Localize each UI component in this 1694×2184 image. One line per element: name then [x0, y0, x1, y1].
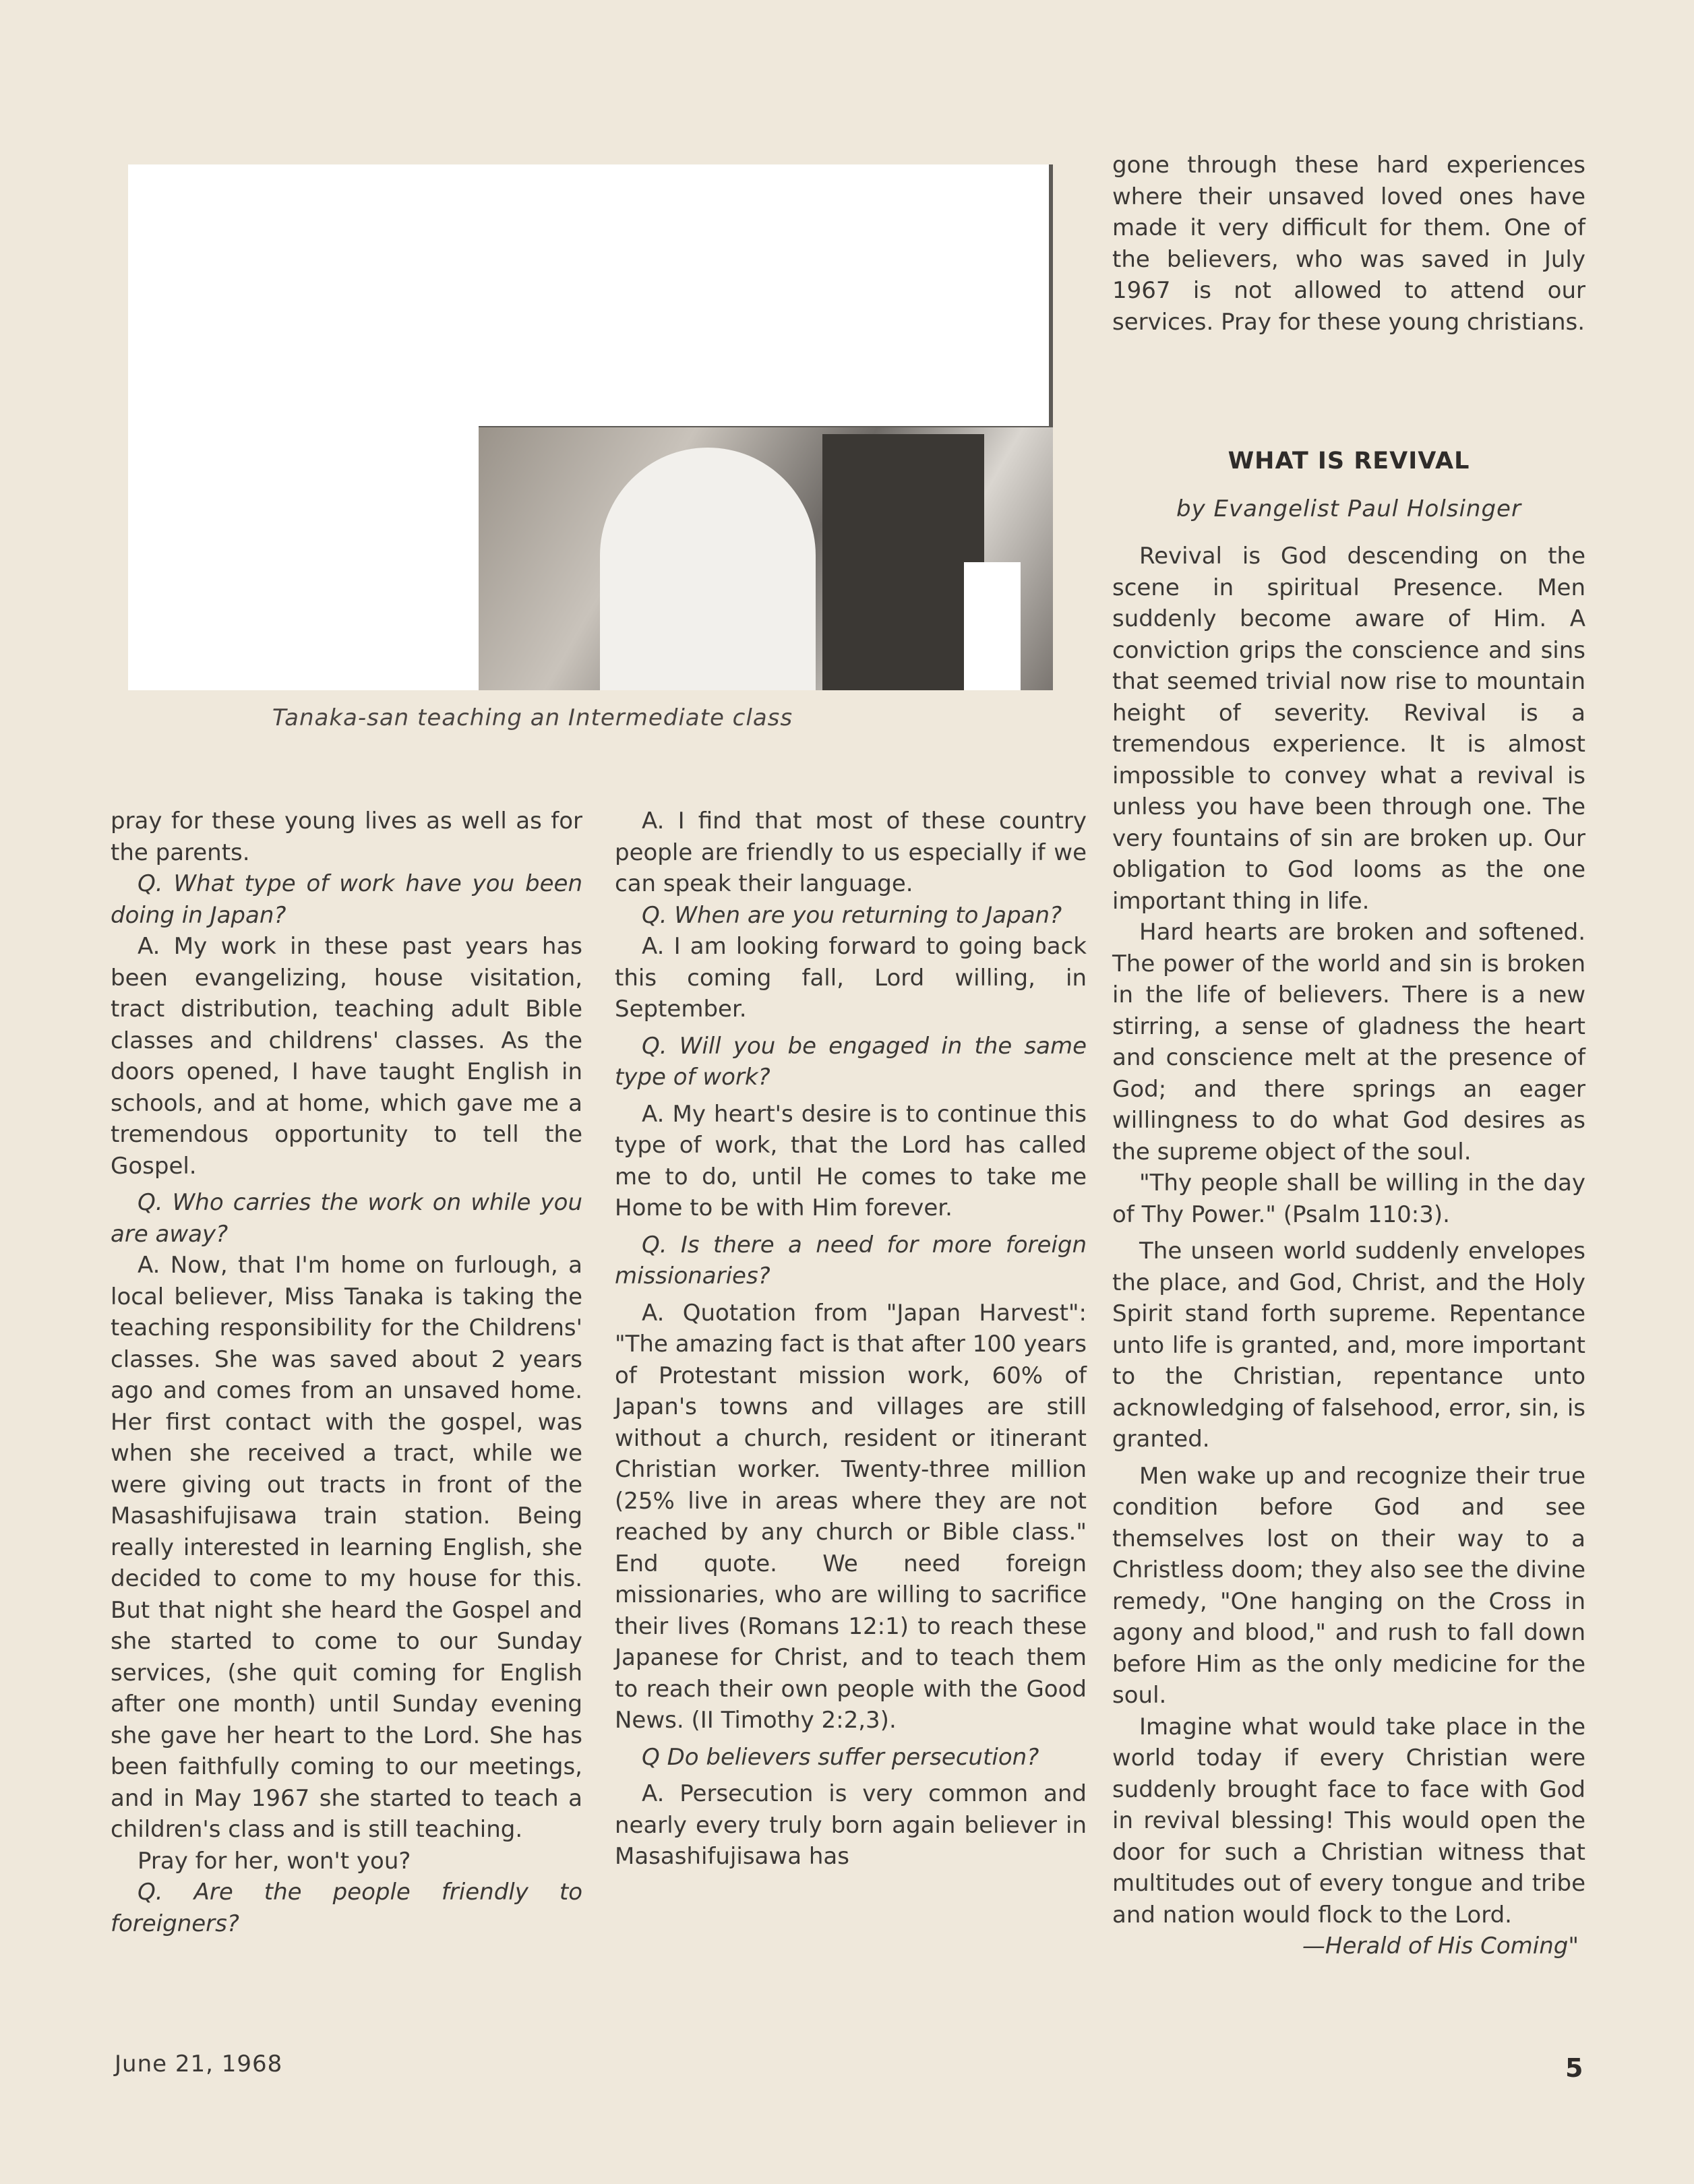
paragraph: Men wake up and recognize their true condition before God and see themselves lost on their way to a Christless doom; they also see the divine remedy, "One hanging on the Cross in agony and blood," and rush to fall down before Him as the only medicine for the soul.: [1112, 1462, 1585, 1709]
paragraph: "Thy people shall be willing in the day of Thy Power." (Psalm 110:3).: [1112, 1170, 1585, 1228]
photo: [128, 164, 1053, 690]
question: Q. What type of work have you been doing in Japan?: [111, 870, 582, 929]
answer: A. I am looking forward to going back this coming fall, Lord willing, in September.: [615, 933, 1087, 1023]
paragraph: Pray for her, won't you?: [138, 1847, 411, 1875]
question: Q. Is there a need for more foreign missionaries?: [615, 1231, 1087, 1290]
footer-date: June 21, 1968: [115, 2051, 283, 2077]
photo-redaction-top: [128, 164, 1049, 426]
paragraph: Revival is God descending on the scene in spiritual Presence. Men suddenly become aware of Him. A conviction grips the conscience and sins that seemed trivial now rise to mountain height of severity. Revival is a tremendous experience. It is almost impossible to convey what a revival is unless you have been through one. The very fountains of sin are broken up. Our obligation to God looms as the one important thing in life.: [1112, 543, 1585, 915]
article-byline: by Evangelist Paul Holsinger: [1176, 495, 1521, 522]
photo-caption: Tanaka-san teaching an Intermediate class: [272, 704, 793, 731]
photo-shadow: [822, 434, 984, 690]
photo-redaction-small: [964, 562, 1021, 690]
question: Q. When are you returning to Japan?: [642, 901, 1062, 929]
article-signature: —Herald of His Coming": [1302, 1933, 1579, 1960]
answer: A. My work in these past years has been evangelizing, house visitation, tract distribution, teaching adult Bible classes and childrens' classes. As the doors opened, I have taught English in schools, and at home, which gave me a tremendous opportunity to tell the Gospel.: [111, 933, 582, 1180]
question: Q Do believers suffer persecution?: [642, 1743, 1039, 1771]
page-number: 5: [1565, 2053, 1583, 2083]
interview-column-3: [1112, 150, 1585, 338]
photo-figure: [600, 448, 816, 690]
answer: A. Persecution is very common and nearly every truly born again believer in Masashifujisawa has: [615, 1780, 1087, 1870]
question: Q. Will you be engaged in the same type of work?: [615, 1032, 1087, 1091]
answer: A. Now, that I'm home on furlough, a local believer, Miss Tanaka is taking the teaching responsibility for the Childrens' classes. She was saved about 2 years ago and comes from an unsaved home. Her first contact with the gospel, was when she received a tract, while we were giving out tracts in front of the Masashifujisawa train station. Being really interested in learning English, she decided to come to my house for this. But that night she heard the Gospel and she started to come to our Sunday services, (she quit coming for English after one month) until Sunday evening she gave her heart to the Lord. She has been faithfully coming to our meetings, and in May 1967 she started to teach a children's class and is still teaching.: [111, 1252, 582, 1843]
interview-column-2: [615, 806, 1087, 1873]
answer: A. Quotation from "Japan Harvest": "The amazing fact is that after 100 years of Protestant mission work, 60% of Japan's towns and villages are still without a church, resident or itinerant Christian worker. Twenty-three million (25% live in areas where they are not reached by any church or Bible class." End quote. We need foreign missionaries, who are willing to sacrifice their lives (Romans 12:1) to reach these Japanese for Christ, and to teach them to reach their own people with the Good News. (II Timothy 2:2,3).: [615, 1299, 1087, 1734]
article-heading: WHAT IS REVIVAL: [1228, 448, 1470, 475]
photo-redaction-left: [128, 426, 479, 690]
question: Q. Who carries the work on while you are away?: [111, 1189, 582, 1248]
answer: A. I find that most of these country people are friendly to us especially if we can speak their language.: [615, 808, 1087, 897]
answer: A. My heart's desire is to continue this type of work, that the Lord has called me to do, until He comes to take me Home to be with Him forever.: [615, 1100, 1087, 1221]
interview-column-1: [111, 806, 582, 1939]
article-body: [1112, 541, 1585, 1962]
paragraph: Hard hearts are broken and softened. The power of the world and sin is broken in the life of believers. There is a new stirring, a sense of gladness the heart and conscience melt at the presence of God; and there springs an eager willingness to do what God desires as the supreme object of the soul.: [1112, 919, 1585, 1165]
paragraph: pray for these young lives as well as for the parents.: [111, 808, 582, 866]
question: Q. Are the people friendly to foreigners?: [111, 1879, 582, 1937]
paragraph: gone through these hard experiences where their unsaved loved ones have made it very difficult for them. One of the believers, who was saved in July 1967 is not allowed to attend our services. Pray for these young christians.: [1112, 152, 1585, 336]
paragraph: Imagine what would take place in the world today if every Christian were suddenly brought face to face with God in revival blessing! This would open the door for such a Christian witness that multitudes out of every tongue and tribe and nation would flock to the Lord.: [1112, 1713, 1585, 1929]
paragraph: The unseen world suddenly envelopes the place, and God, Christ, and the Holy Spirit stand forth supreme. Repentance unto life is granted, and, more important to the Christian, repentance unto acknowledging of falsehood, error, sin, is granted.: [1112, 1238, 1585, 1453]
